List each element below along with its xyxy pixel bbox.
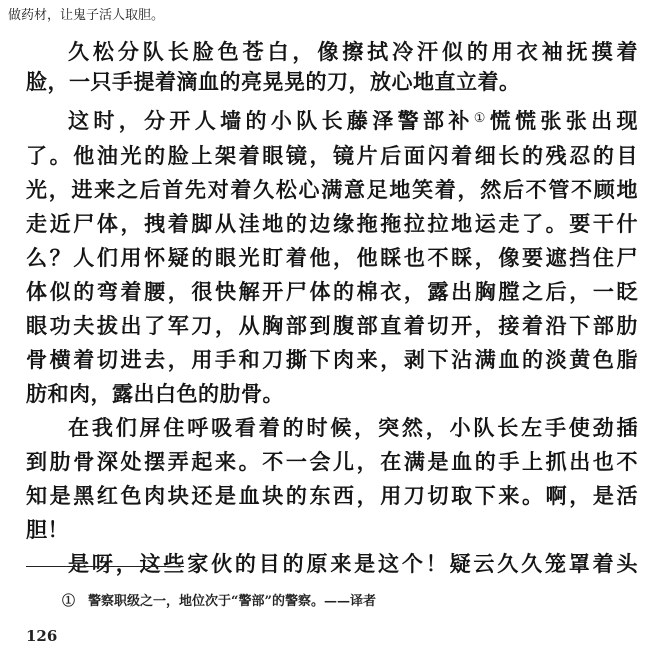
text-line: 到肋骨深处摆弄起来。不一会儿，在满是血的手上抓出也不 bbox=[26, 449, 638, 474]
text-line-with-footnote-ref bbox=[26, 107, 638, 135]
page-number: 126 bbox=[26, 627, 58, 645]
text-line: 了。他油光的脸上架着眼镜，镜片后面闪着细长的残忍的目 bbox=[26, 143, 638, 168]
text-line: 么？人们用怀疑的眼光盯着他，他睬也不睬，像要遮挡住尸 bbox=[26, 245, 638, 270]
text-line: 走近尸体，拽着脚从洼地的边缘拖拖拉拉地运走了。要干什 bbox=[26, 211, 638, 236]
footnote-reference: ① bbox=[473, 111, 490, 126]
text-line: 眼功夫拔出了军刀，从胸部到腹部直着切开，接着沿下部肋 bbox=[26, 313, 638, 338]
footnote: ① 警察职级之一，地位次于“警部”的警察。——译者 bbox=[62, 594, 376, 609]
text-line: 体似的弯着腰，很快解开尸体的棉衣，露出胸膛之后，一眨 bbox=[26, 279, 638, 304]
text-line: 脸，一只手提着滴血的亮晃晃的刀，放心地直立着。 bbox=[26, 69, 521, 94]
text-fragment: 这时，分开人墙的小队长藤泽警部补 bbox=[68, 108, 474, 133]
text-line: 胆！ bbox=[26, 517, 69, 542]
text-line: 知是黑红色肉块还是血块的东西，用刀切取下来。啊，是活 bbox=[26, 483, 638, 508]
text-fragment: 慌慌张张出现 bbox=[489, 108, 639, 133]
text-line: 光，进来之后首先对着久松心满意足地笑着，然后不管不顾地 bbox=[26, 177, 638, 202]
text-line: 是呀，这些家伙的目的原来是这个！疑云久久笼罩着头 bbox=[68, 551, 638, 576]
text-line: 骨横着切进去，用手和刀撕下肉来，剥下沾满血的淡黄色脂 bbox=[26, 347, 638, 372]
text-line: 在我们屏住呼吸看着的时候，突然，小队长左手使劲插 bbox=[68, 415, 638, 440]
footnote-divider bbox=[26, 566, 184, 567]
text-line: 久松分队长脸色苍白，像擦拭冷汗似的用衣袖抚摸着 bbox=[68, 39, 638, 64]
image-caption: 做药材，让鬼子活人取胆。 bbox=[8, 8, 165, 23]
text-line: 肪和肉，露出白色的肋骨。 bbox=[26, 381, 284, 406]
